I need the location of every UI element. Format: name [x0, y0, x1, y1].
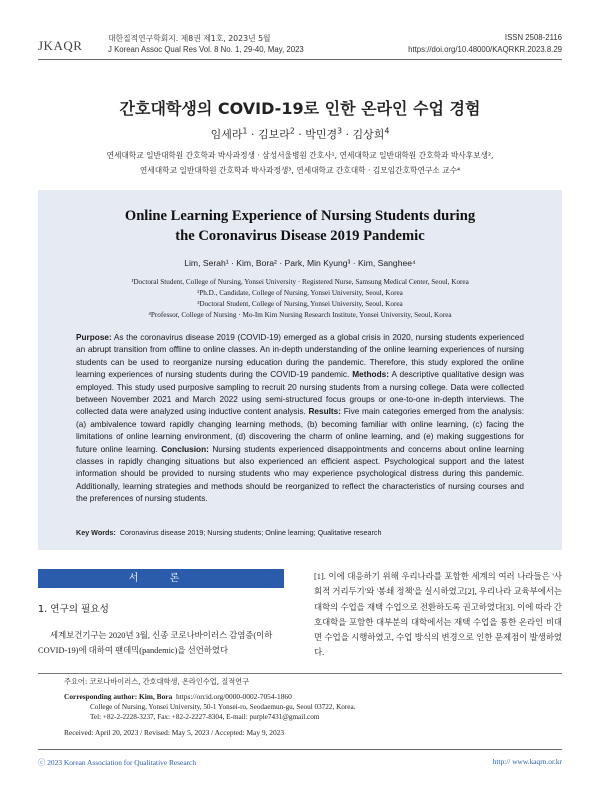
subsection-heading: 1. 연구의 필요성	[38, 604, 109, 615]
affiliation-en-line: ²Ph.D., Candidate, College of Nursing, Yonsei University, Seoul, Korea	[197, 289, 403, 297]
keywords-line	[76, 528, 524, 537]
header-divider	[38, 59, 562, 60]
purpose-label: Purpose:	[76, 333, 112, 342]
abstract-text	[76, 332, 524, 506]
keywords-text: Coronavirus disease 2019; Nursing students; Online learning; Qualitative research	[119, 528, 382, 537]
corresponding-author	[64, 692, 292, 701]
affiliation-ko-line: 연세대학교 일반대학원 간호학과 박사과정생³, 연세대학교 간호대학 · 김모임간호학연구소 교수⁴	[139, 166, 461, 175]
paper-title-en	[80, 206, 520, 246]
methods-text: A descriptive qualitative design was employed. This study used purposive sampling to recruit 20 nursing students from a nursing college. Data were collected between November 2021 and March 2022 using semi-structured focus groups or one-to-one in-depth interviews. The collected data were analyzed using inductive content analysis.	[76, 370, 524, 417]
footnote-divider	[38, 673, 562, 674]
keywords-ko: 주요어: 코로나바이러스, 간호대학생, 온라인수업, 질적연구	[64, 677, 250, 686]
copyright: ⓒ 2023 Korean Association for Qualitative Research	[38, 758, 197, 767]
author-sup: 2	[289, 126, 295, 136]
methods-label: Methods:	[352, 370, 389, 380]
author-sup: 1	[242, 126, 248, 136]
issn: ISSN 2508-2116	[504, 33, 562, 42]
corr-address: College of Nursing, Yonsei University, 50-1 Yonsei-ro, Seodaemun-gu, Seoul 03722, Korea.	[90, 703, 356, 711]
section-heading-introduction: 서 론	[38, 569, 284, 588]
affiliation-en-line: ⁴Professor, College of Nursing · Mo-Im Kim Nursing Research Institute, Yonsei University, Seoul, Korea	[148, 311, 452, 319]
body-text-right: [1]. 이에 대응하기 위해 우리나라를 포함한 세계의 여러 나라들은 '사회적 거리두기'와 '봉쇄 정책'을 실시하였고[2], 우리나라 교육부에서는 대학의 수업을 재택 수업으로 전환하도록 권고하였다[3]. 이에 따라 간호대학을 포함한 대부분의 대학에서는 재택 수업을 통한 온라인 비대면 수업을 시행하였고, 수업 방식의 변경으로 인한 문제점이 발생하였다.	[314, 572, 562, 658]
conclusion-text: Nursing students experienced disappointments and concerns about online learning classes in rapidly changing situations but also experienced an efficient aspect. Psychological support and the latest information should be provided to nursing students who may experience psychological distress during this pandemic. Additionally, learning strategies and methods should be reorganized to reflect the characteristics of nursing courses and the preferences of nursing students.	[76, 444, 524, 504]
keywords-label: Key Words:	[76, 528, 116, 537]
results-text: Five main categories emerged from the analysis: (a) ambivalence toward rapidly changing learning methods, (b) becoming familiar with online learning, (c) facing the limitations of online learning environment, (d) discovering the charm of online learning, and (e) making suggestions for future online learning.	[76, 407, 524, 454]
author-list-en: Lim, Serah¹ · Kim, Bora² · Park, Min Kyung³ · Kim, Sanghee⁴	[184, 258, 416, 268]
author-name: 김보라	[257, 128, 290, 141]
affiliation-en-line: ³Doctoral Student, College of Nursing, Yonsei University, Seoul, Korea	[197, 300, 403, 308]
author-name: 임세라	[210, 128, 243, 141]
title-line: the Coronavirus Disease 2019 Pandemic	[175, 228, 425, 244]
orcid-link[interactable]: https://orcid.org/0000-0002-7054-1860	[175, 692, 292, 701]
article-dates: Received: April 20, 2023 / Revised: May 5, 2023 / Accepted: May 9, 2023	[64, 728, 285, 737]
paper-title-ko: 간호대학생의 COVID-19로 인한 온라인 수업 경험	[119, 99, 481, 118]
journal-logo: JKAQR	[38, 38, 83, 53]
doi-link[interactable]: https://doi.org/10.48000/KAQRKR.2023.8.29	[408, 45, 562, 54]
results-label: Results:	[308, 407, 342, 417]
conclusion-label: Conclusion:	[161, 444, 209, 454]
author-sup: 3	[337, 126, 343, 136]
journal-citation-ko: 대한질적연구학회지. 제8권 제1호, 2023년 5월	[108, 34, 271, 43]
purpose-text: As the coronavirus disease 2019 (COVID-19) emerged as a global crisis in 2020, nursing students experienced an abrupt transition from offline to online classes. An in-depth understanding of the online learning experiences of nursing students can be used to reorganize nursing education during the pandemic. Therefore, this study explored the online learning experiences of nursing students during the COVID-19 pandemic.	[76, 333, 524, 380]
corr-label: Corresponding author: Kim, Bora	[64, 692, 173, 701]
body-text-left: 세계보건기구는 2020년 3월, 신종 코로나바이러스 감염증(이하 COVID-19)에 대하여 팬데믹(pandemic)을 선언하였다	[38, 631, 273, 655]
author-sup: 4	[384, 126, 390, 136]
author-name: 김상희	[352, 128, 385, 141]
corr-contact: Tel: +82-2-2228-3237, Fax: +82-2-2227-8304, E-mail: purple7431@gmail.com	[90, 713, 320, 721]
website-link[interactable]: http:// www.kaqrn.or.kr	[492, 757, 562, 766]
affiliation-ko-line: 연세대학교 일반대학원 간호학과 박사과정생 · 삼성서울병원 간호사¹, 연세대학교 일반대학원 간호학과 박사후보생²,	[106, 151, 494, 160]
affiliation-en-line: ¹Doctoral Student, College of Nursing, Yonsei University · Registered Nurse, Samsung Medical Center, Seoul, Korea	[131, 278, 469, 286]
journal-citation-en: J Korean Assoc Qual Res Vol. 8 No. 1, 29-40, May, 2023	[108, 45, 304, 54]
author-name: 박민경	[305, 128, 338, 141]
title-line: Online Learning Experience of Nursing Students during	[124, 208, 476, 224]
footer-divider	[38, 749, 562, 750]
author-list-ko: 임세라$^1$ · 김보라$^2$ · 박민경$^3$ · 김상희$^4$	[210, 126, 390, 141]
